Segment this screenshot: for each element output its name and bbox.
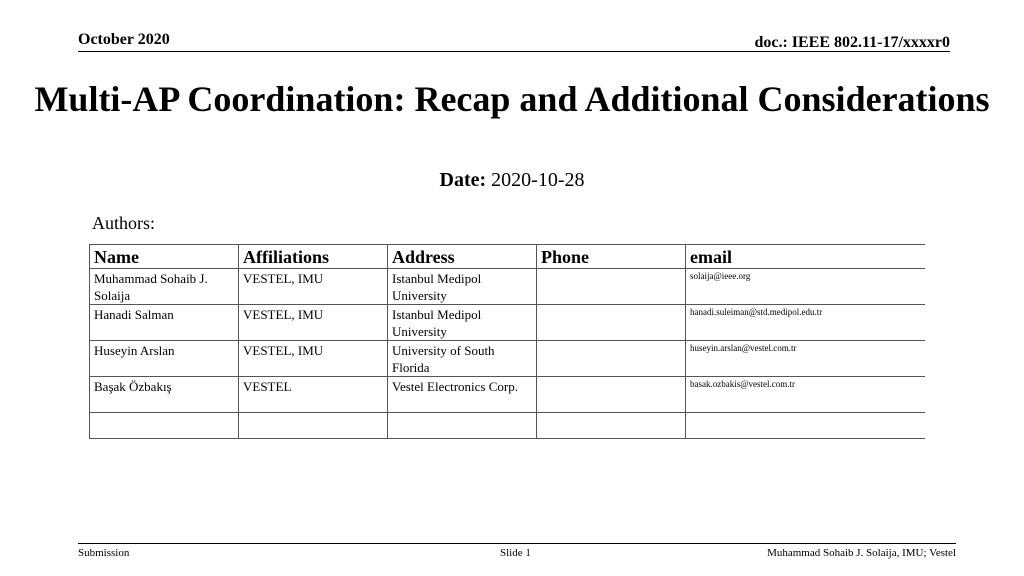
- author-address: University of South Florida: [388, 341, 537, 377]
- header-date: October 2020: [78, 31, 170, 48]
- authors-table: [89, 244, 925, 439]
- empty-cell: [537, 413, 686, 439]
- author-phone: [537, 377, 686, 413]
- empty-cell: [90, 413, 239, 439]
- header-divider: [78, 51, 950, 52]
- date-label: Date:: [439, 169, 487, 191]
- author-email: basak.ozbakis@vestel.com.tr: [686, 377, 925, 413]
- footer-slide-number: Slide 1: [500, 547, 531, 559]
- author-name: Hanadi Salman: [90, 305, 239, 341]
- column-header-phone: Phone: [537, 245, 686, 269]
- slide-title: Multi-AP Coordination: Recap and Additional Considerations: [34, 79, 990, 119]
- author-name: Başak Özbakış: [90, 377, 239, 413]
- table-row-empty: [90, 413, 925, 439]
- author-affiliation: VESTEL, IMU: [239, 269, 388, 305]
- column-header-email: email: [686, 245, 925, 269]
- column-header-address: Address: [388, 245, 537, 269]
- table-row: [90, 305, 925, 341]
- author-affiliation: VESTEL: [239, 377, 388, 413]
- author-affiliation: VESTEL, IMU: [239, 305, 388, 341]
- footer-divider: [78, 543, 956, 544]
- column-header-affiliations: Affiliations: [239, 245, 388, 269]
- column-header-name: Name: [90, 245, 239, 269]
- author-phone: [537, 341, 686, 377]
- footer-submission: Submission: [78, 547, 130, 559]
- table-header-row: [90, 245, 925, 269]
- author-address: Istanbul Medipol University: [388, 269, 537, 305]
- empty-cell: [239, 413, 388, 439]
- table-row: [90, 269, 925, 305]
- date-line: [0, 168, 1024, 192]
- header-doc-id: doc.: IEEE 802.11-17/xxxxr0: [754, 34, 950, 51]
- footer-author: Muhammad Sohaib J. Solaija, IMU; Vestel: [767, 547, 956, 559]
- date-value: 2020-10-28: [491, 169, 585, 191]
- author-affiliation: VESTEL, IMU: [239, 341, 388, 377]
- author-name: Huseyin Arslan: [90, 341, 239, 377]
- author-email: huseyin.arslan@vestel.com.tr: [686, 341, 925, 377]
- table-row: [90, 341, 925, 377]
- empty-cell: [686, 413, 925, 439]
- author-address: Istanbul Medipol University: [388, 305, 537, 341]
- author-name: Muhammad Sohaib J. Solaija: [90, 269, 239, 305]
- empty-cell: [388, 413, 537, 439]
- table-row: [90, 377, 925, 413]
- author-phone: [537, 305, 686, 341]
- author-email: hanadi.suleiman@std.medipol.edu.tr: [686, 305, 925, 341]
- authors-label: Authors:: [92, 213, 155, 233]
- author-address: Vestel Electronics Corp.: [388, 377, 537, 413]
- author-email: solaija@ieee.org: [686, 269, 925, 305]
- author-phone: [537, 269, 686, 305]
